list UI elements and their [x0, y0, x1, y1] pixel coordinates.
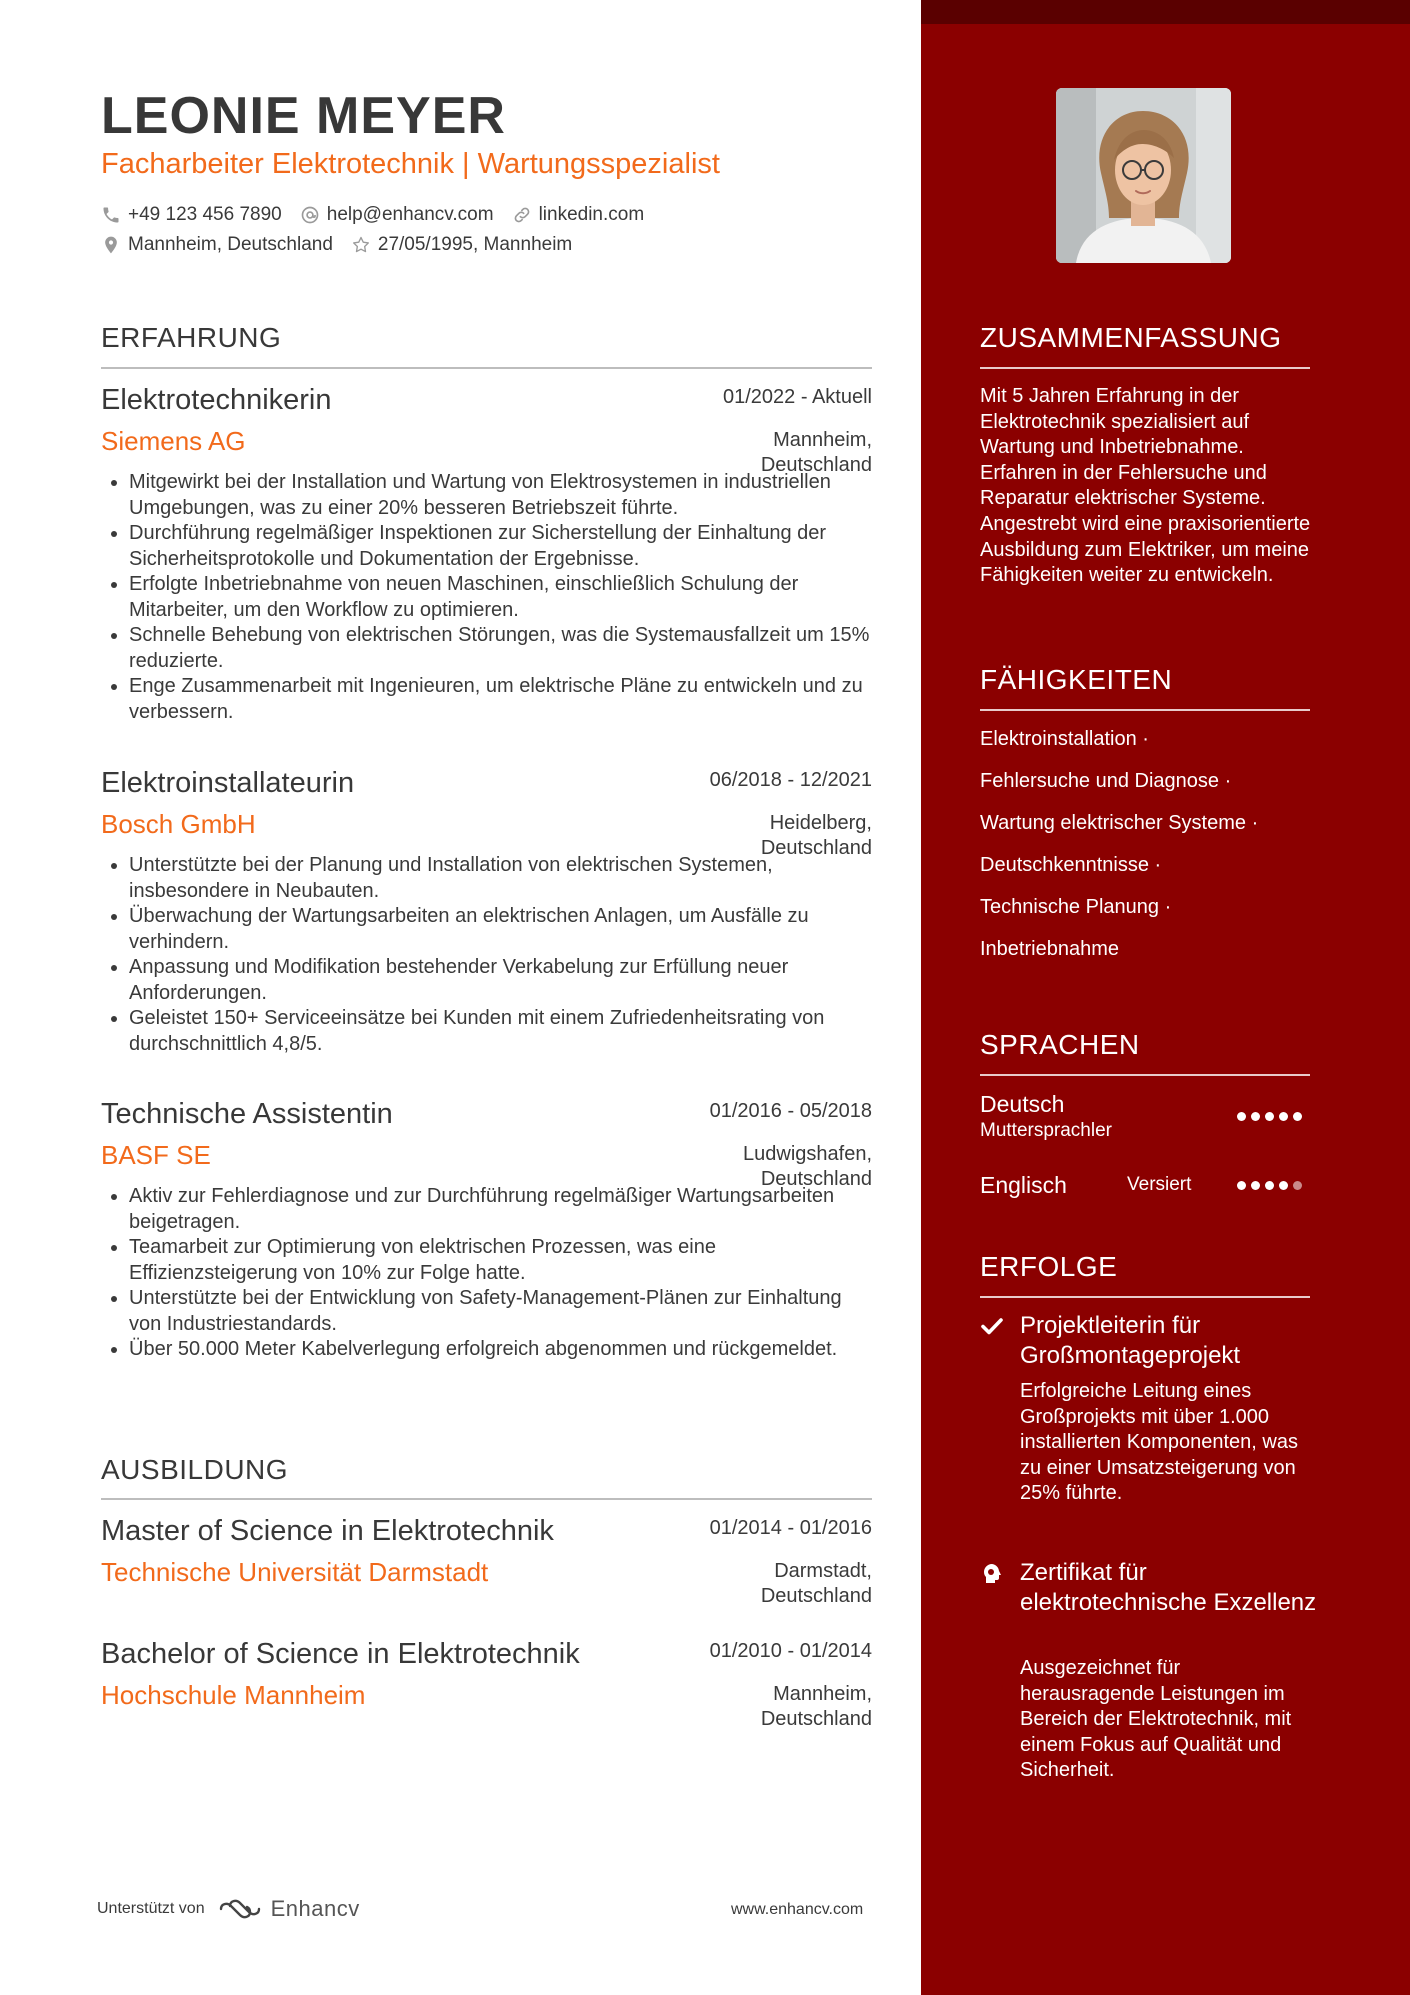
- job-bullet: • Schnelle Behebung von elektrischen Störungen, was die Systemausfallzeit um 15% reduzierte.: [129, 623, 872, 674]
- language-rating: [1237, 1112, 1307, 1121]
- skill-item: Wartung elektrischer Systeme ·: [980, 812, 1259, 834]
- job-bullet: • Über 50.000 Meter Kabelverlegung erfolgreich abgenommen und rückgemeldet.: [129, 1337, 872, 1363]
- rating-dot-filled: [1237, 1112, 1246, 1121]
- job-city: Mannheim,: [773, 429, 872, 451]
- job-bullet: • Überwachung der Wartungsarbeiten an elektrischen Anlagen, um Ausfälle zu verhindern.: [129, 904, 872, 955]
- job-bullet: • Durchführung regelmäßiger Inspektionen zur Sicherstellung der Einhaltung der Sicherheitsprotokolle und Dokumentation der Ergebnisse.: [129, 521, 872, 572]
- education-city: Mannheim,: [773, 1683, 872, 1705]
- job-country: Deutschland: [760, 1168, 872, 1190]
- education-divider: [101, 1498, 872, 1500]
- skills-divider: [980, 709, 1310, 711]
- job-bullet: • Enge Zusammenarbeit mit Ingenieuren, um elektrische Pläne zu entwickeln und zu verbessern.: [129, 674, 872, 725]
- profile-photo: [1056, 88, 1231, 263]
- summary-text: Mit 5 Jahren Erfahrung in der Elektrotechnik spezialisiert auf Wartung und Inbetriebnahme. Erfahren in der Fehlersuche und Reparatur elektrischer Systeme. Angestrebt wird eine praxisorientierte Ausbildung zum Elektriker, um meine Fähigkeiten weiter zu entwickeln.: [980, 385, 1311, 587]
- job-country: Deutschland: [760, 454, 872, 476]
- job-bullets: [101, 470, 872, 725]
- job-location: [761, 811, 872, 861]
- contact-phone[interactable]: [101, 204, 282, 226]
- skills-section-title: FÄHIGKEITEN: [980, 664, 1173, 695]
- skill-item: Fehlersuche und Diagnose ·: [980, 770, 1232, 792]
- location-text: Mannheim, Deutschland: [128, 234, 333, 255]
- job-bullets: [101, 853, 872, 1057]
- language-level: Muttersprachler: [980, 1120, 1112, 1141]
- contact-birth: [351, 234, 572, 256]
- education-school: Technische Universität Darmstadt: [101, 1557, 489, 1587]
- achievements-section-title: ERFOLGE: [980, 1251, 1118, 1282]
- job-entry: [101, 384, 872, 725]
- job-city: Heidelberg,: [769, 812, 872, 834]
- education-country: Deutschland: [760, 1708, 872, 1730]
- job-bullets: [101, 1184, 872, 1363]
- education-degree: Bachelor of Science in Elektrotechnik: [101, 1638, 580, 1670]
- rating-dot-filled: [1251, 1112, 1260, 1121]
- education-location: [761, 1682, 872, 1732]
- achievement-title: Zertifikat für elektrotechnische Exzellenz: [1020, 1559, 1317, 1616]
- rating-dot-filled: [1279, 1112, 1288, 1121]
- job-company: Bosch GmbH: [101, 809, 256, 839]
- job-entry: [101, 767, 872, 1057]
- job-title: Technische Assistentin: [101, 1098, 393, 1130]
- language-rating: [1237, 1181, 1307, 1190]
- candidate-subtitle: Facharbeiter Elektrotechnik | Wartungsspezialist: [101, 148, 720, 180]
- job-bullet: • Unterstützte bei der Entwicklung von Safety-Management-Plänen zur Einhaltung von Industriestandards.: [129, 1286, 872, 1337]
- skill-item: Elektroinstallation ·: [980, 728, 1149, 750]
- job-date: 06/2018 - 12/2021: [709, 769, 872, 791]
- achievement-title: Projektleiterin für Großmontageprojekt: [1020, 1312, 1241, 1369]
- link-icon: [512, 205, 532, 225]
- language-level: Versiert: [1127, 1174, 1192, 1195]
- summary-section-title: ZUSAMMENFASSUNG: [980, 322, 1282, 353]
- footer-powered-by[interactable]: [97, 1896, 360, 1922]
- languages-section-title: SPRACHEN: [980, 1029, 1140, 1060]
- job-date: 01/2022 - Aktuell: [723, 386, 872, 408]
- job-bullet: • Unterstützte bei der Planung und Installation von elektrischen Systemen, insbesondere in Neubauten.: [129, 853, 872, 904]
- sidebar-top-band: [921, 0, 1410, 24]
- education-entry: [101, 1515, 872, 1607]
- job-date: 01/2016 - 05/2018: [709, 1100, 872, 1122]
- rating-dot-filled: [1279, 1181, 1288, 1190]
- rating-dot-filled: [1237, 1181, 1246, 1190]
- education-date: 01/2010 - 01/2014: [709, 1640, 872, 1662]
- job-title: Elektroinstallateurin: [101, 767, 355, 799]
- education-school: Hochschule Mannheim: [101, 1680, 366, 1710]
- job-title: Elektrotechnikerin: [101, 384, 332, 416]
- education-city: Darmstadt,: [774, 1560, 872, 1582]
- education-country: Deutschland: [760, 1585, 872, 1607]
- contact-linkedin[interactable]: [512, 204, 645, 226]
- email-text: help@enhancv.com: [326, 204, 494, 225]
- job-bullet: • Aktiv zur Fehlerdiagnose und zur Durchführung regelmäßiger Wartungsarbeiten beigetragen.: [129, 1184, 872, 1235]
- sidebar: [921, 0, 1410, 1995]
- phone-text: +49 123 456 7890: [128, 204, 282, 225]
- job-bullet: • Erfolgte Inbetriebnahme von neuen Maschinen, einschließlich Schulung der Mitarbeiter, um den Workflow zu optimieren.: [129, 572, 872, 623]
- skill-item: Deutschkenntnisse ·: [980, 854, 1162, 876]
- checkmark-icon: [980, 1314, 1004, 1338]
- job-country: Deutschland: [760, 837, 872, 859]
- candidate-name: LEONIE MEYER: [101, 87, 506, 145]
- rating-dot-filled: [1293, 1112, 1302, 1121]
- job-bullet: • Anpassung und Modifikation bestehender Verkabelung zur Erfüllung neuer Anforderungen.: [129, 955, 872, 1006]
- job-location: [743, 1142, 872, 1192]
- at-sign-icon: [300, 205, 320, 225]
- experience-section-title: ERFAHRUNG: [101, 322, 282, 353]
- contact-email[interactable]: [300, 204, 494, 226]
- phone-icon: [101, 205, 121, 225]
- enhancv-brand: Enhancv: [270, 1896, 360, 1921]
- achievement-description: Erfolgreiche Leitung eines Großprojekts mit über 1.000 installierten Komponenten, was zu einer Umsatzsteigerung von 25% führte.: [1020, 1380, 1298, 1505]
- linkedin-text: linkedin.com: [538, 204, 645, 225]
- experience-divider: [101, 367, 872, 369]
- job-city: Ludwigshafen,: [743, 1143, 872, 1165]
- education-location: [761, 1559, 872, 1609]
- contact-row-2: [101, 234, 590, 256]
- language-name: Englisch: [980, 1172, 1067, 1198]
- skill-item: Technische Planung ·: [980, 896, 1172, 918]
- powered-by-text: Unterstützt von: [97, 1900, 205, 1917]
- rating-dot-empty: [1293, 1181, 1302, 1190]
- footer-website[interactable]: www.enhancv.com: [731, 1901, 864, 1918]
- job-company: BASF SE: [101, 1140, 211, 1170]
- rating-dot-filled: [1265, 1112, 1274, 1121]
- achievement-description: Ausgezeichnet für herausragende Leistungen im Bereich der Elektrotechnik, mit einem Fokus auf Qualität und Sicherheit.: [1020, 1657, 1292, 1782]
- contact-location: [101, 234, 333, 256]
- lightbulb-head-icon: [980, 1562, 1004, 1586]
- achievements-divider: [980, 1296, 1310, 1298]
- enhancv-logo-icon: [217, 1897, 263, 1921]
- location-pin-icon: [101, 235, 121, 255]
- job-location: [761, 428, 872, 478]
- job-company: Siemens AG: [101, 426, 246, 456]
- job-bullet: • Teamarbeit zur Optimierung von elektrischen Prozessen, was eine Effizienzsteigerung von 10% zur Folge hatte.: [129, 1235, 872, 1286]
- job-bullet: • Geleistet 150+ Serviceeinsätze bei Kunden mit einem Zufriedenheitsrating von durchschnittlich 4,8/5.: [129, 1006, 872, 1057]
- star-icon: [351, 235, 371, 255]
- language-name: Deutsch: [980, 1091, 1065, 1117]
- summary-divider: [980, 367, 1310, 369]
- job-bullet: • Mitgewirkt bei der Installation und Wartung von Elektrosystemen in industriellen Umgebungen, was zu einer 20% besseren Betriebszeit führte.: [129, 470, 872, 521]
- rating-dot-filled: [1265, 1181, 1274, 1190]
- job-entry: [101, 1098, 872, 1363]
- profile-photo-image: [1056, 88, 1231, 263]
- education-date: 01/2014 - 01/2016: [709, 1517, 872, 1539]
- skill-item: Inbetriebnahme: [980, 938, 1119, 960]
- education-section-title: AUSBILDUNG: [101, 1454, 289, 1485]
- education-degree: Master of Science in Elektrotechnik: [101, 1515, 554, 1547]
- contact-row-1: [101, 204, 662, 226]
- birth-text: 27/05/1995, Mannheim: [377, 234, 573, 255]
- languages-divider: [980, 1074, 1310, 1076]
- rating-dot-filled: [1251, 1181, 1260, 1190]
- education-entry: [101, 1638, 872, 1730]
